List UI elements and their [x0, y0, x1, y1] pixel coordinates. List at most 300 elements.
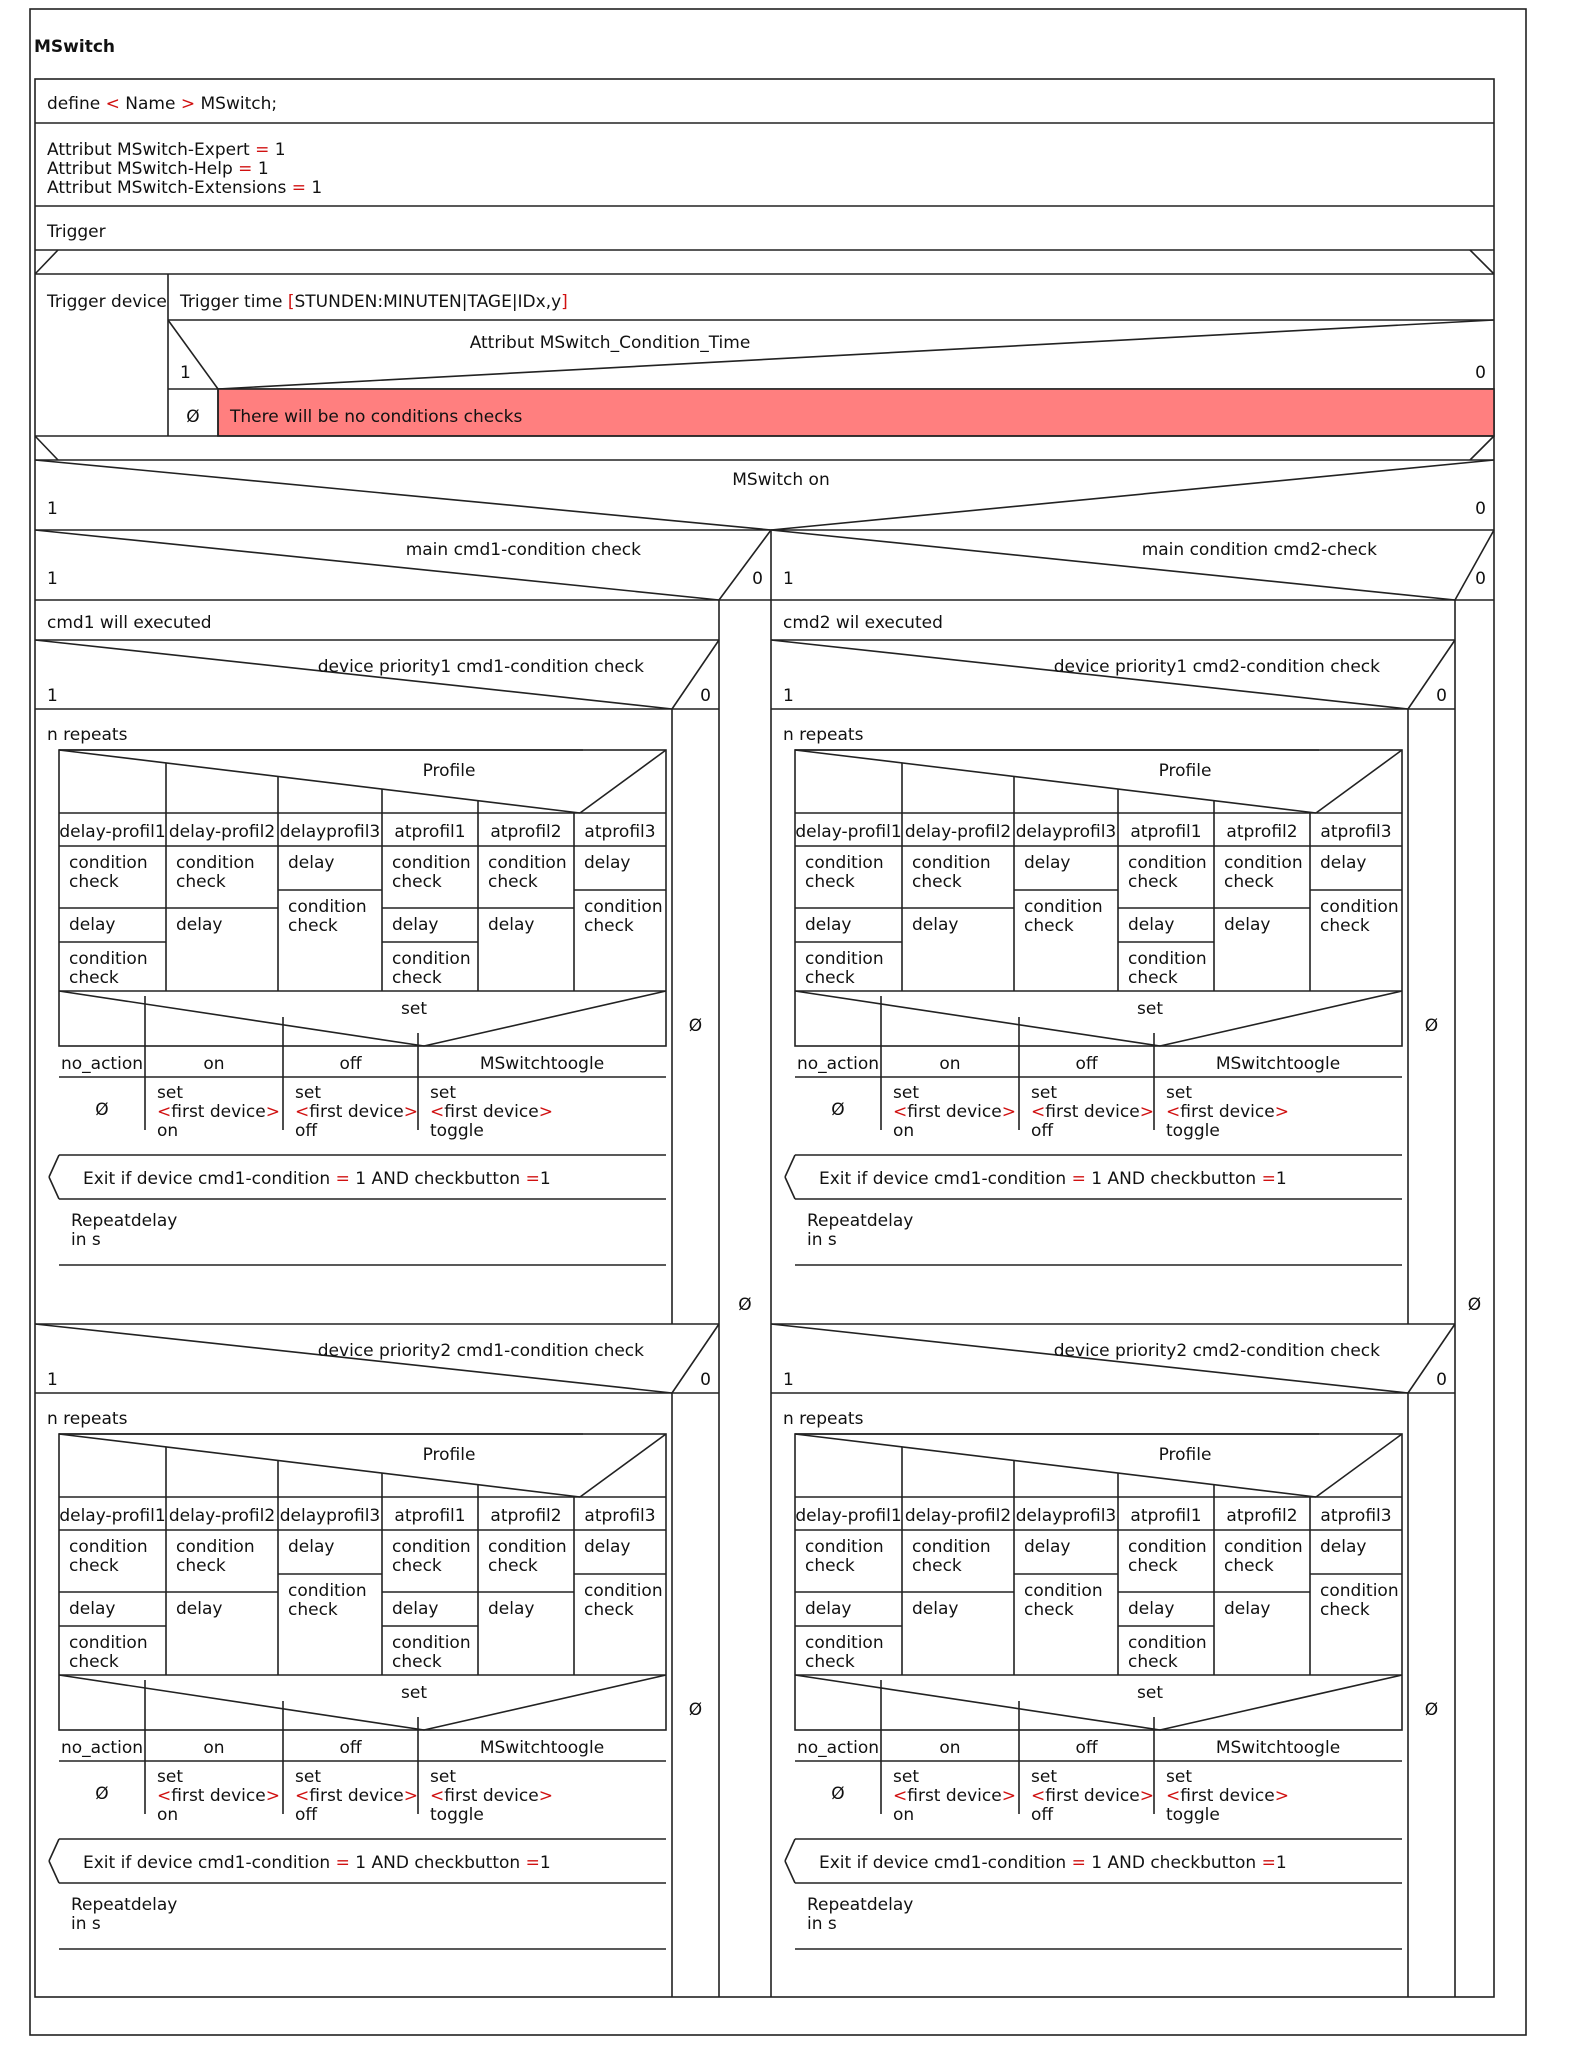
- branch-1-priority-1-step-1-0b: [176, 872, 226, 892]
- branch-2-priority-2-step-0-1: [805, 1599, 851, 1619]
- branch-2-priority-1-step-0-0b: [805, 872, 855, 892]
- branch-2-priority-1-repeatdelay-part-0: Repeatdelay: [807, 1211, 914, 1231]
- branch-2-priority-2-set-case-3-part-0: MSwitchtoogle: [1215, 1738, 1341, 1758]
- branch-2-priority-1-no: [1436, 686, 1447, 706]
- branch-2-priority-1-exit-condition-part-2: 1 AND checkbutton: [1085, 1169, 1262, 1189]
- branch-2-priority-2-empty-part-0: Ø: [1424, 1700, 1439, 1720]
- branch-2-priority-2-step-1-0b-part-0: check: [912, 1556, 962, 1576]
- branch-2-priority-1-set-arg-1: [893, 1121, 914, 1141]
- branch-1-priority-2-label: [318, 1341, 644, 1361]
- branch-2-priority-1-n-repeats-part-0: n repeats: [783, 725, 864, 745]
- attribute-line-2-part-2: 1: [311, 178, 323, 198]
- branch-2-priority-1-step-3-2a-part-0: condition: [1128, 949, 1207, 969]
- branch-1-priority-2-step-4-1-part-0: delay: [488, 1599, 535, 1619]
- branch-2-priority-2-label: [1054, 1341, 1380, 1361]
- branch-1-priority-2-profile-5-part-0: atprofil3: [584, 1506, 656, 1526]
- branch-1-priority-2-profile-2-part-0: delayprofil3: [279, 1506, 381, 1526]
- branch-2-priority-2-set-device-2-part-1: first device: [1045, 1786, 1140, 1806]
- branch-2-priority-2-set-cmd-1-part-0: set: [893, 1767, 919, 1787]
- branch-1-priority-1-repeatdelay-part-0: Repeatdelay: [71, 1211, 178, 1231]
- branch-2-priority-2-step-5-1b: [1320, 1600, 1370, 1620]
- branch-1-priority-2-step-3-0a-part-0: condition: [392, 1537, 471, 1557]
- branch-1-priority-2-set-cmd-1-part-0: set: [157, 1767, 183, 1787]
- trigger-device-part-0: Trigger device: [47, 292, 167, 312]
- branch-1-priority-2-step-5-0-part-0: delay: [584, 1537, 631, 1557]
- branch-2-priority-2-step-3-0a-part-0: condition: [1128, 1537, 1207, 1557]
- branch-2-executed: [783, 613, 943, 633]
- branch-2-priority-2-step-2-1a-part-0: condition: [1024, 1581, 1103, 1601]
- condition-time-yes-part-0: 1: [180, 363, 191, 383]
- branch-2-priority-2-step-2-1a: [1024, 1581, 1103, 1601]
- branch-1-priority-1-profile-0-part-0: delay-profil1: [59, 822, 166, 842]
- branch-1-priority-2-exit-condition-part-1: =: [335, 1853, 350, 1873]
- branch-1-priority-1-step-0-2a: [69, 949, 148, 969]
- branch-2-priority-1-repeatdelay: [807, 1211, 913, 1231]
- branch-1-priority-1-set-case-1: [203, 1054, 224, 1074]
- branch-2-priority-1-step-2-1a: [1024, 897, 1103, 917]
- branch-1-priority-2-set-device-2-part-0: <: [295, 1786, 310, 1806]
- trigger-time-part-2: STUNDEN:MINUTEN|TAGE|IDx,y: [294, 292, 562, 312]
- branch-2-priority-1-profile-3-part-0: atprofil1: [1130, 822, 1202, 842]
- parallel-top-left: [35, 250, 58, 274]
- branch-1-priority-2-step-3-0b-part-0: check: [392, 1556, 442, 1576]
- branch-2-priority-2-diag-right: [1408, 1324, 1455, 1393]
- branch-1-priority-1-step-0-2b-part-0: check: [69, 968, 119, 988]
- branch-2-priority-1-exit-condition-part-4: 1: [1275, 1169, 1287, 1189]
- branch-1-priority-2-step-0-0a-part-0: condition: [69, 1537, 148, 1557]
- branch-2-priority-2-set-device-1-part-1: first device: [907, 1786, 1002, 1806]
- branch-2-priority-1-set-label-part-0: set: [1137, 999, 1163, 1019]
- branch-1-priority-2-n-repeats-part-0: n repeats: [47, 1409, 128, 1429]
- branch-1-no-empty-part-0: Ø: [738, 1295, 752, 1315]
- branch-2-priority-2-profile-0: [795, 1506, 901, 1526]
- branch-2-priority-2-exit-condition-part-4: 1: [1275, 1853, 1287, 1873]
- branch-1-priority-2-repeatdelay-unit: [71, 1914, 101, 1934]
- branch-2-priority-2-set-case-1: [939, 1738, 960, 1758]
- branch-1-priority-1-step-4-0b-part-0: check: [488, 872, 538, 892]
- page-title-part-0: MSwitch: [34, 37, 115, 57]
- branch-2-priority-2-step-3-2a-part-0: condition: [1128, 1633, 1207, 1653]
- branch-2-priority-2-step-3-1: [1128, 1599, 1174, 1619]
- branch-1-priority-1-step-2-0-part-0: delay: [288, 853, 335, 873]
- branch-1-priority-2-no: [700, 1370, 711, 1390]
- branch-1-priority-2-step-5-1a: [584, 1581, 663, 1601]
- branch-1-priority-2-profile-2: [280, 1506, 381, 1526]
- branch-1-priority-1-step-4-0a-part-0: condition: [488, 853, 567, 873]
- attribute-line-2: [47, 178, 322, 198]
- branch-1-priority-1-set-case-3-part-0: MSwitchtoogle: [479, 1054, 605, 1074]
- branch-2-priority-1-set-device-3-part-0: <: [1166, 1102, 1181, 1122]
- branch-1-priority-2-step-3-0b: [392, 1556, 442, 1576]
- branch-1-priority-2-set-device-1: [157, 1786, 280, 1806]
- branch-2-priority-2-step-3-2a: [1128, 1633, 1207, 1653]
- branch-1-priority-2-step-2-0: [288, 1537, 334, 1557]
- branch-1-priority-2-set-case-0-part-0: no_action: [60, 1738, 144, 1758]
- branch-2-priority-1-step-4-0a: [1224, 853, 1303, 873]
- branch-1-priority-2-step-0-0b-part-0: check: [69, 1556, 119, 1576]
- mswitch-on-yes: [47, 499, 58, 519]
- branch-1-priority-2-set-cmd-3-part-0: set: [430, 1767, 456, 1787]
- branch-2-priority-1-label-part-0: device priority1 cmd2-condition check: [1053, 657, 1380, 677]
- parallel-bottom-left: [35, 436, 58, 460]
- branch-1-priority-1-step-1-1-part-0: delay: [176, 915, 223, 935]
- branch-1-priority-1-step-5-1b: [584, 916, 634, 936]
- branch-2-priority-1-set-device-1: [893, 1102, 1016, 1122]
- branch-1-priority-1-step-0-0b: [69, 872, 119, 892]
- branch-1-priority-2-profile-0: [59, 1506, 165, 1526]
- branch-2-priority-2-set-case-0-part-0: no_action: [796, 1738, 880, 1758]
- branch-2-priority-1-set-cmd-1: [893, 1083, 919, 1103]
- branch-2-priority-1-profile-5: [1320, 822, 1391, 842]
- branch-2-priority-2-step-0-2b-part-0: check: [805, 1652, 855, 1672]
- branch-1-priority-1-profile-0: [59, 822, 165, 842]
- branch-2-priority-2-set-arg-1: [893, 1805, 914, 1825]
- branch-1-priority-2-step-2-1b: [288, 1600, 338, 1620]
- branch-1-priority-2-set-device-2-part-1: first device: [309, 1786, 404, 1806]
- branch-1-priority-1-exit-condition-part-4: 1: [539, 1169, 551, 1189]
- branch-2-priority-1-set-cmd-2-part-0: set: [1031, 1083, 1057, 1103]
- branch-2-check-yes-part-0: 1: [783, 569, 794, 589]
- branch-1-priority-1-set-case-0: [61, 1054, 143, 1074]
- branch-2-priority-2-no-action-empty: [831, 1784, 844, 1804]
- branch-1-priority-1-profile-diag-left: [59, 750, 580, 813]
- branch-2-priority-1-step-2-1b: [1024, 916, 1074, 936]
- branch-2-priority-2-set-diag-left: [795, 1675, 1160, 1730]
- branch-2-priority-1-yes: [783, 686, 794, 706]
- branch-1-priority-1-set-arg-1: [157, 1121, 178, 1141]
- branch-1-priority-2-repeatdelay-unit-part-0: in s: [71, 1914, 101, 1934]
- branch-1-priority-1-set-arg-3: [430, 1121, 484, 1141]
- branch-2-priority-1-set-device-1-part-2: >: [1001, 1102, 1016, 1122]
- branch-1-priority-2-step-0-0b: [69, 1556, 119, 1576]
- branch-1-priority-2-set-arg-1-part-0: on: [157, 1805, 179, 1825]
- branch-2-priority-1-set-device-1-part-0: <: [893, 1102, 908, 1122]
- branch-2-priority-2-step-1-0a-part-0: condition: [912, 1537, 991, 1557]
- branch-1-priority-1-step-3-2a-part-0: condition: [392, 949, 471, 969]
- condition-time-label: [470, 333, 751, 353]
- branch-1-priority-2-set-device-3: [430, 1786, 553, 1806]
- branch-1-priority-1-set-cmd-1: [157, 1083, 183, 1103]
- branch-2-priority-1-set-diag-left: [795, 991, 1160, 1046]
- branch-2-priority-2-profile-5: [1320, 1506, 1391, 1526]
- branch-1-priority-1-profile-label-part-0: Profile: [422, 761, 476, 781]
- branch-2-priority-2-set-device-1-part-2: >: [1001, 1786, 1016, 1806]
- branch-2-priority-2-step-4-1: [1224, 1599, 1270, 1619]
- branch-2-priority-1-repeatdelay-unit-part-0: in s: [807, 1230, 837, 1250]
- branch-1-priority-2-profile-1-part-0: delay-profil2: [168, 1506, 276, 1526]
- branch-2-priority-2-yes: [783, 1370, 794, 1390]
- branch-2-priority-2-profile-label-part-0: Profile: [1158, 1445, 1212, 1465]
- branch-1-priority-1-diag-right: [672, 640, 719, 709]
- branch-1-priority-2-yes-part-0: 1: [47, 1370, 58, 1390]
- branch-1-priority-1-label: [318, 657, 644, 677]
- condition-time-yes: [180, 363, 191, 383]
- branch-1-priority-1-repeatdelay-unit: [71, 1230, 101, 1250]
- define-statement-part-2: Name: [119, 94, 181, 114]
- branch-2-priority-1-set-cmd-2: [1031, 1083, 1057, 1103]
- branch-1-priority-1-set-case-1-part-0: on: [203, 1054, 225, 1074]
- branch-2-check-no: [1475, 569, 1486, 589]
- branch-1-priority-1-step-2-0: [288, 853, 334, 873]
- branch-1-priority-1-step-0-2a-part-0: condition: [69, 949, 148, 969]
- branch-2-priority-1-step-0-1-part-0: delay: [805, 915, 852, 935]
- branch-1-priority-1-step-5-0: [584, 853, 630, 873]
- branch-1-priority-1-step-3-0a: [392, 853, 471, 873]
- branch-1-check-diag-right: [719, 530, 771, 600]
- condition-time-diag-right: [218, 320, 1494, 389]
- branch-2-priority-2-step-2-1b: [1024, 1600, 1074, 1620]
- branch-1-priority-1-set-cmd-3: [430, 1083, 456, 1103]
- branch-2-priority-2-exit-condition-part-3: =: [1261, 1853, 1276, 1873]
- branch-2-priority-2-step-0-2a: [805, 1633, 884, 1653]
- branch-2-priority-1-profile-4-part-0: atprofil2: [1226, 822, 1298, 842]
- branch-2-priority-1-step-3-2a: [1128, 949, 1207, 969]
- branch-1-priority-2-set-device-3-part-1: first device: [444, 1786, 539, 1806]
- branch-2-priority-1-profile-diag-right: [1316, 750, 1402, 813]
- branch-1-priority-2-step-0-1-part-0: delay: [69, 1599, 116, 1619]
- branch-2-priority-1-step-0-2a: [805, 949, 884, 969]
- branch-2-priority-2-step-0-0a: [805, 1537, 884, 1557]
- branch-1-priority-1-repeatdelay: [71, 1211, 177, 1231]
- branch-2-priority-2-step-3-2b-part-0: check: [1128, 1652, 1178, 1672]
- branch-1-priority-2-profile-diag-right: [580, 1434, 666, 1497]
- branch-2-priority-1-set-device-3-part-2: >: [1274, 1102, 1289, 1122]
- branch-1-priority-2-step-3-0a: [392, 1537, 471, 1557]
- branch-1-priority-1-set-label: [401, 999, 427, 1019]
- branch-2-priority-1-step-2-1b-part-0: check: [1024, 916, 1074, 936]
- branch-1-priority-2-step-4-1: [488, 1599, 534, 1619]
- branch-1-priority-1-step-2-1a: [288, 897, 367, 917]
- branch-1-priority-2-step-0-2b: [69, 1652, 119, 1672]
- branch-2-priority-1-repeatdelay-unit: [807, 1230, 837, 1250]
- branch-2-priority-1-set-device-2-part-2: >: [1139, 1102, 1154, 1122]
- branch-2-priority-2-step-4-1-part-0: delay: [1224, 1599, 1271, 1619]
- branch-1-priority-1-profile-2-part-0: delayprofil3: [279, 822, 381, 842]
- branch-1-priority-1-step-1-0b-part-0: check: [176, 872, 226, 892]
- attribute-line-1: [47, 159, 269, 179]
- parallel-bottom-right: [1470, 436, 1494, 460]
- branch-1-priority-1-set-diag-right: [424, 991, 666, 1046]
- branch-2-priority-2-step-0-0b: [805, 1556, 855, 1576]
- structogram-outline: [35, 79, 1494, 1997]
- branch-1-priority-2-step-2-0-part-0: delay: [288, 1537, 335, 1557]
- define-statement: [47, 94, 277, 114]
- branch-1-priority-1-set-case-0-part-0: no_action: [60, 1054, 144, 1074]
- branch-2-priority-2-repeatdelay: [807, 1895, 913, 1915]
- branch-2-priority-2-set-case-0: [797, 1738, 879, 1758]
- branch-1-priority-1-step-0-0a: [69, 853, 148, 873]
- branch-1-priority-2-set-arg-2-part-0: off: [295, 1805, 318, 1825]
- branch-1-priority-1-label-part-0: device priority1 cmd1-condition check: [317, 657, 644, 677]
- branch-2-priority-1-step-2-0-part-0: delay: [1024, 853, 1071, 873]
- branch-2-priority-2-set-arg-3-part-0: toggle: [1166, 1805, 1220, 1825]
- branch-1-priority-2-profile-diag-left: [59, 1434, 580, 1497]
- branch-2-priority-2-exit-condition-part-2: 1 AND checkbutton: [1085, 1853, 1262, 1873]
- branch-2-priority-1-set-case-0: [797, 1054, 879, 1074]
- branch-2-priority-1-step-0-2b-part-0: check: [805, 968, 855, 988]
- branch-2-priority-2-set-cmd-2: [1031, 1767, 1057, 1787]
- branch-1-priority-1-set-cmd-3-part-0: set: [430, 1083, 456, 1103]
- branch-2-priority-2-repeatdelay-unit-part-0: in s: [807, 1914, 837, 1934]
- branch-2-priority-2-step-5-0: [1320, 1537, 1366, 1557]
- attribute-line-1-part-2: 1: [257, 159, 269, 179]
- branch-1-priority-2-no-action-empty-part-0: Ø: [95, 1784, 109, 1804]
- branch-1-priority-1-no-part-0: 0: [700, 686, 711, 706]
- branch-2-priority-2-step-2-0: [1024, 1537, 1070, 1557]
- branch-2-priority-1-step-5-0-part-0: delay: [1320, 853, 1367, 873]
- branch-1-priority-2-profile-label: [423, 1445, 476, 1465]
- branch-2-priority-2-step-5-1a-part-0: condition: [1320, 1581, 1399, 1601]
- branch-1-priority-1-set-case-3: [480, 1054, 604, 1074]
- branch-1-priority-2-set-diag-left: [59, 1675, 424, 1730]
- branch-2-priority-1-set-cmd-3: [1166, 1083, 1192, 1103]
- branch-2-priority-2-set-arg-3: [1166, 1805, 1220, 1825]
- branch-2-priority-1-step-5-1a: [1320, 897, 1399, 917]
- branch-2-priority-1-profile-label-part-0: Profile: [1158, 761, 1212, 781]
- branch-2-priority-1-step-4-1-part-0: delay: [1224, 915, 1271, 935]
- branch-1-priority-1-step-0-1: [69, 915, 115, 935]
- trigger-time-part-0: Trigger time: [180, 292, 288, 312]
- branch-1-check-yes: [47, 569, 58, 589]
- branch-1-check-yes-part-0: 1: [47, 569, 58, 589]
- branch-2-priority-2-set-arg-2-part-0: off: [1031, 1805, 1054, 1825]
- branch-1-priority-1-set-device-1-part-1: first device: [171, 1102, 266, 1122]
- branch-1-priority-2-empty-part-0: Ø: [688, 1700, 703, 1720]
- mswitch-on-label-part-0: MSwitch on: [732, 470, 830, 490]
- branch-1-priority-1-set-diag-left: [59, 991, 424, 1046]
- branch-1-priority-2-profile-label-part-0: Profile: [422, 1445, 476, 1465]
- branch-2-priority-2-step-4-0b-part-0: check: [1224, 1556, 1274, 1576]
- branch-2-priority-2-no: [1436, 1370, 1447, 1390]
- branch-2-priority-1-step-0-2a-part-0: condition: [805, 949, 884, 969]
- branch-1-priority-1-set-device-2-part-2: >: [403, 1102, 418, 1122]
- branch-2-priority-2-n-repeats-part-0: n repeats: [783, 1409, 864, 1429]
- branch-2-priority-2-step-3-2b: [1128, 1652, 1178, 1672]
- branch-2-priority-1-profile-0: [795, 822, 901, 842]
- branch-2-priority-1-step-4-0b: [1224, 872, 1274, 892]
- branch-2-priority-2-step-0-0a-part-0: condition: [805, 1537, 884, 1557]
- branch-2-check-label-part-0: main condition cmd2-check: [1141, 540, 1377, 560]
- branch-2-priority-1-step-0-2b: [805, 968, 855, 988]
- branch-1-priority-1-step-1-1: [176, 915, 222, 935]
- branch-1-priority-2-set-device-1-part-1: first device: [171, 1786, 266, 1806]
- branch-1-priority-1-step-4-0b: [488, 872, 538, 892]
- branch-1-priority-2-step-4-0a-part-0: condition: [488, 1537, 567, 1557]
- branch-1-priority-2-set-arg-3: [430, 1805, 484, 1825]
- branch-2-priority-1-step-0-0b-part-0: check: [805, 872, 855, 892]
- define-statement-part-3: >: [180, 94, 196, 114]
- branch-1-priority-1-repeatdelay-unit-part-0: in s: [71, 1230, 101, 1250]
- branch-2-priority-1-profile-5-part-0: atprofil3: [1320, 822, 1392, 842]
- branch-2-priority-2-no-part-0: 0: [1436, 1370, 1447, 1390]
- branch-1-priority-1-profile-5-part-0: atprofil3: [584, 822, 656, 842]
- branch-2-priority-1-set-case-2-part-0: off: [1075, 1054, 1098, 1074]
- branch-2-priority-2-profile-4-part-0: atprofil2: [1226, 1506, 1298, 1526]
- branch-1-priority-1-set-case-2: [339, 1054, 362, 1074]
- branch-1-priority-1-set-device-1: [157, 1102, 280, 1122]
- branch-2-priority-1-profile-1: [905, 822, 1011, 842]
- branch-2-priority-2-no-action-empty-part-0: Ø: [831, 1784, 845, 1804]
- branch-2-priority-1-step-5-1b: [1320, 916, 1370, 936]
- branch-2-executed-part-0: cmd2 wil executed: [783, 613, 943, 633]
- branch-2-priority-1-diag-right: [1408, 640, 1455, 709]
- line-117: [785, 1861, 795, 1883]
- branch-1-priority-1-set-label-part-0: set: [401, 999, 427, 1019]
- branch-2-priority-2-step-1-0b: [912, 1556, 962, 1576]
- branch-1-priority-1-step-2-1b-part-0: check: [288, 916, 338, 936]
- branch-2-priority-1-step-0-0a-part-0: condition: [805, 853, 884, 873]
- branch-1-priority-1-exit-condition-part-2: 1 AND checkbutton: [349, 1169, 526, 1189]
- branch-1-priority-2-no-part-0: 0: [700, 1370, 711, 1390]
- branch-2-priority-1-step-3-0a: [1128, 853, 1207, 873]
- branch-2-priority-2-repeatdelay-unit: [807, 1914, 837, 1934]
- branch-2-priority-2-step-2-1b-part-0: check: [1024, 1600, 1074, 1620]
- branch-2-priority-1-set-label: [1137, 999, 1163, 1019]
- branch-2-priority-2-profile-1-part-0: delay-profil2: [904, 1506, 1012, 1526]
- branch-2-priority-2-yes-part-0: 1: [783, 1370, 794, 1390]
- branch-2-priority-1-step-5-1b-part-0: check: [1320, 916, 1370, 936]
- attribute-line-0-part-1: =: [249, 140, 275, 160]
- branch-1-priority-2-exit-condition: [83, 1853, 551, 1873]
- branch-2-priority-1-step-2-1a-part-0: condition: [1024, 897, 1103, 917]
- branch-1-priority-1-step-3-1-part-0: delay: [392, 915, 439, 935]
- branch-1-priority-1-step-3-0b: [392, 872, 442, 892]
- branch-1-priority-2-set-device-3-part-0: <: [430, 1786, 445, 1806]
- branch-2-priority-2-profile-2-part-0: delayprofil3: [1015, 1506, 1117, 1526]
- branch-1-priority-1-yes-part-0: 1: [47, 686, 58, 706]
- branch-2-priority-2-step-1-1: [912, 1599, 958, 1619]
- no-conditions-message: [229, 407, 522, 427]
- mswitch-on-label: [732, 470, 829, 490]
- branch-2-priority-1-set-device-2-part-0: <: [1031, 1102, 1046, 1122]
- branch-2-priority-1-set-arg-1-part-0: on: [893, 1121, 915, 1141]
- attribute-line-1-part-1: =: [232, 159, 258, 179]
- branch-2-priority-2-set-cmd-3: [1166, 1767, 1192, 1787]
- branch-1-priority-2-n-repeats: [47, 1409, 128, 1429]
- branch-1-priority-2-set-case-3: [480, 1738, 604, 1758]
- branch-2-priority-1-step-0-0a: [805, 853, 884, 873]
- branch-2-priority-2-step-3-0b-part-0: check: [1128, 1556, 1178, 1576]
- branch-1-priority-1-set-cmd-1-part-0: set: [157, 1083, 183, 1103]
- branch-1-priority-2-step-5-1b-part-0: check: [584, 1600, 634, 1620]
- branch-2-priority-1-profile-2-part-0: delayprofil3: [1015, 822, 1117, 842]
- branch-1-priority-1-set-case-2-part-0: off: [339, 1054, 362, 1074]
- branch-2-priority-1-set-arg-2: [1031, 1121, 1054, 1141]
- branch-2-priority-1-step-1-0b: [912, 872, 962, 892]
- branch-2-priority-1-set-case-0-part-0: no_action: [796, 1054, 880, 1074]
- branch-2-priority-1-set-case-3: [1216, 1054, 1340, 1074]
- define-statement-part-1: <: [105, 94, 120, 114]
- branch-2-no-empty-part-0: Ø: [1467, 1295, 1482, 1315]
- branch-1-priority-1-profile-4: [490, 822, 561, 842]
- branch-1-priority-1-profile-diag-right: [580, 750, 666, 813]
- branch-1-priority-1-step-2-1b: [288, 916, 338, 936]
- branch-2-priority-1-step-5-1a-part-0: condition: [1320, 897, 1399, 917]
- branch-2-priority-1-label: [1054, 657, 1380, 677]
- branch-1-check-no: [752, 569, 763, 589]
- trigger-time-part-3: ]: [561, 292, 568, 312]
- branch-1-priority-1-profile-1: [169, 822, 275, 842]
- branch-1-priority-1-profile-5: [584, 822, 655, 842]
- line-56: [49, 1839, 59, 1861]
- branch-2-priority-2-set-device-3: [1166, 1786, 1289, 1806]
- branch-1-priority-1-n-repeats: [47, 725, 128, 745]
- branch-1-priority-2-step-0-2b-part-0: check: [69, 1652, 119, 1672]
- mswitch-on-diag-left: [35, 460, 771, 530]
- branch-2-priority-2-set-diag-right: [1160, 1675, 1402, 1730]
- branch-2-priority-2-set-case-2: [1075, 1738, 1098, 1758]
- branch-2-priority-1-profile-4: [1226, 822, 1297, 842]
